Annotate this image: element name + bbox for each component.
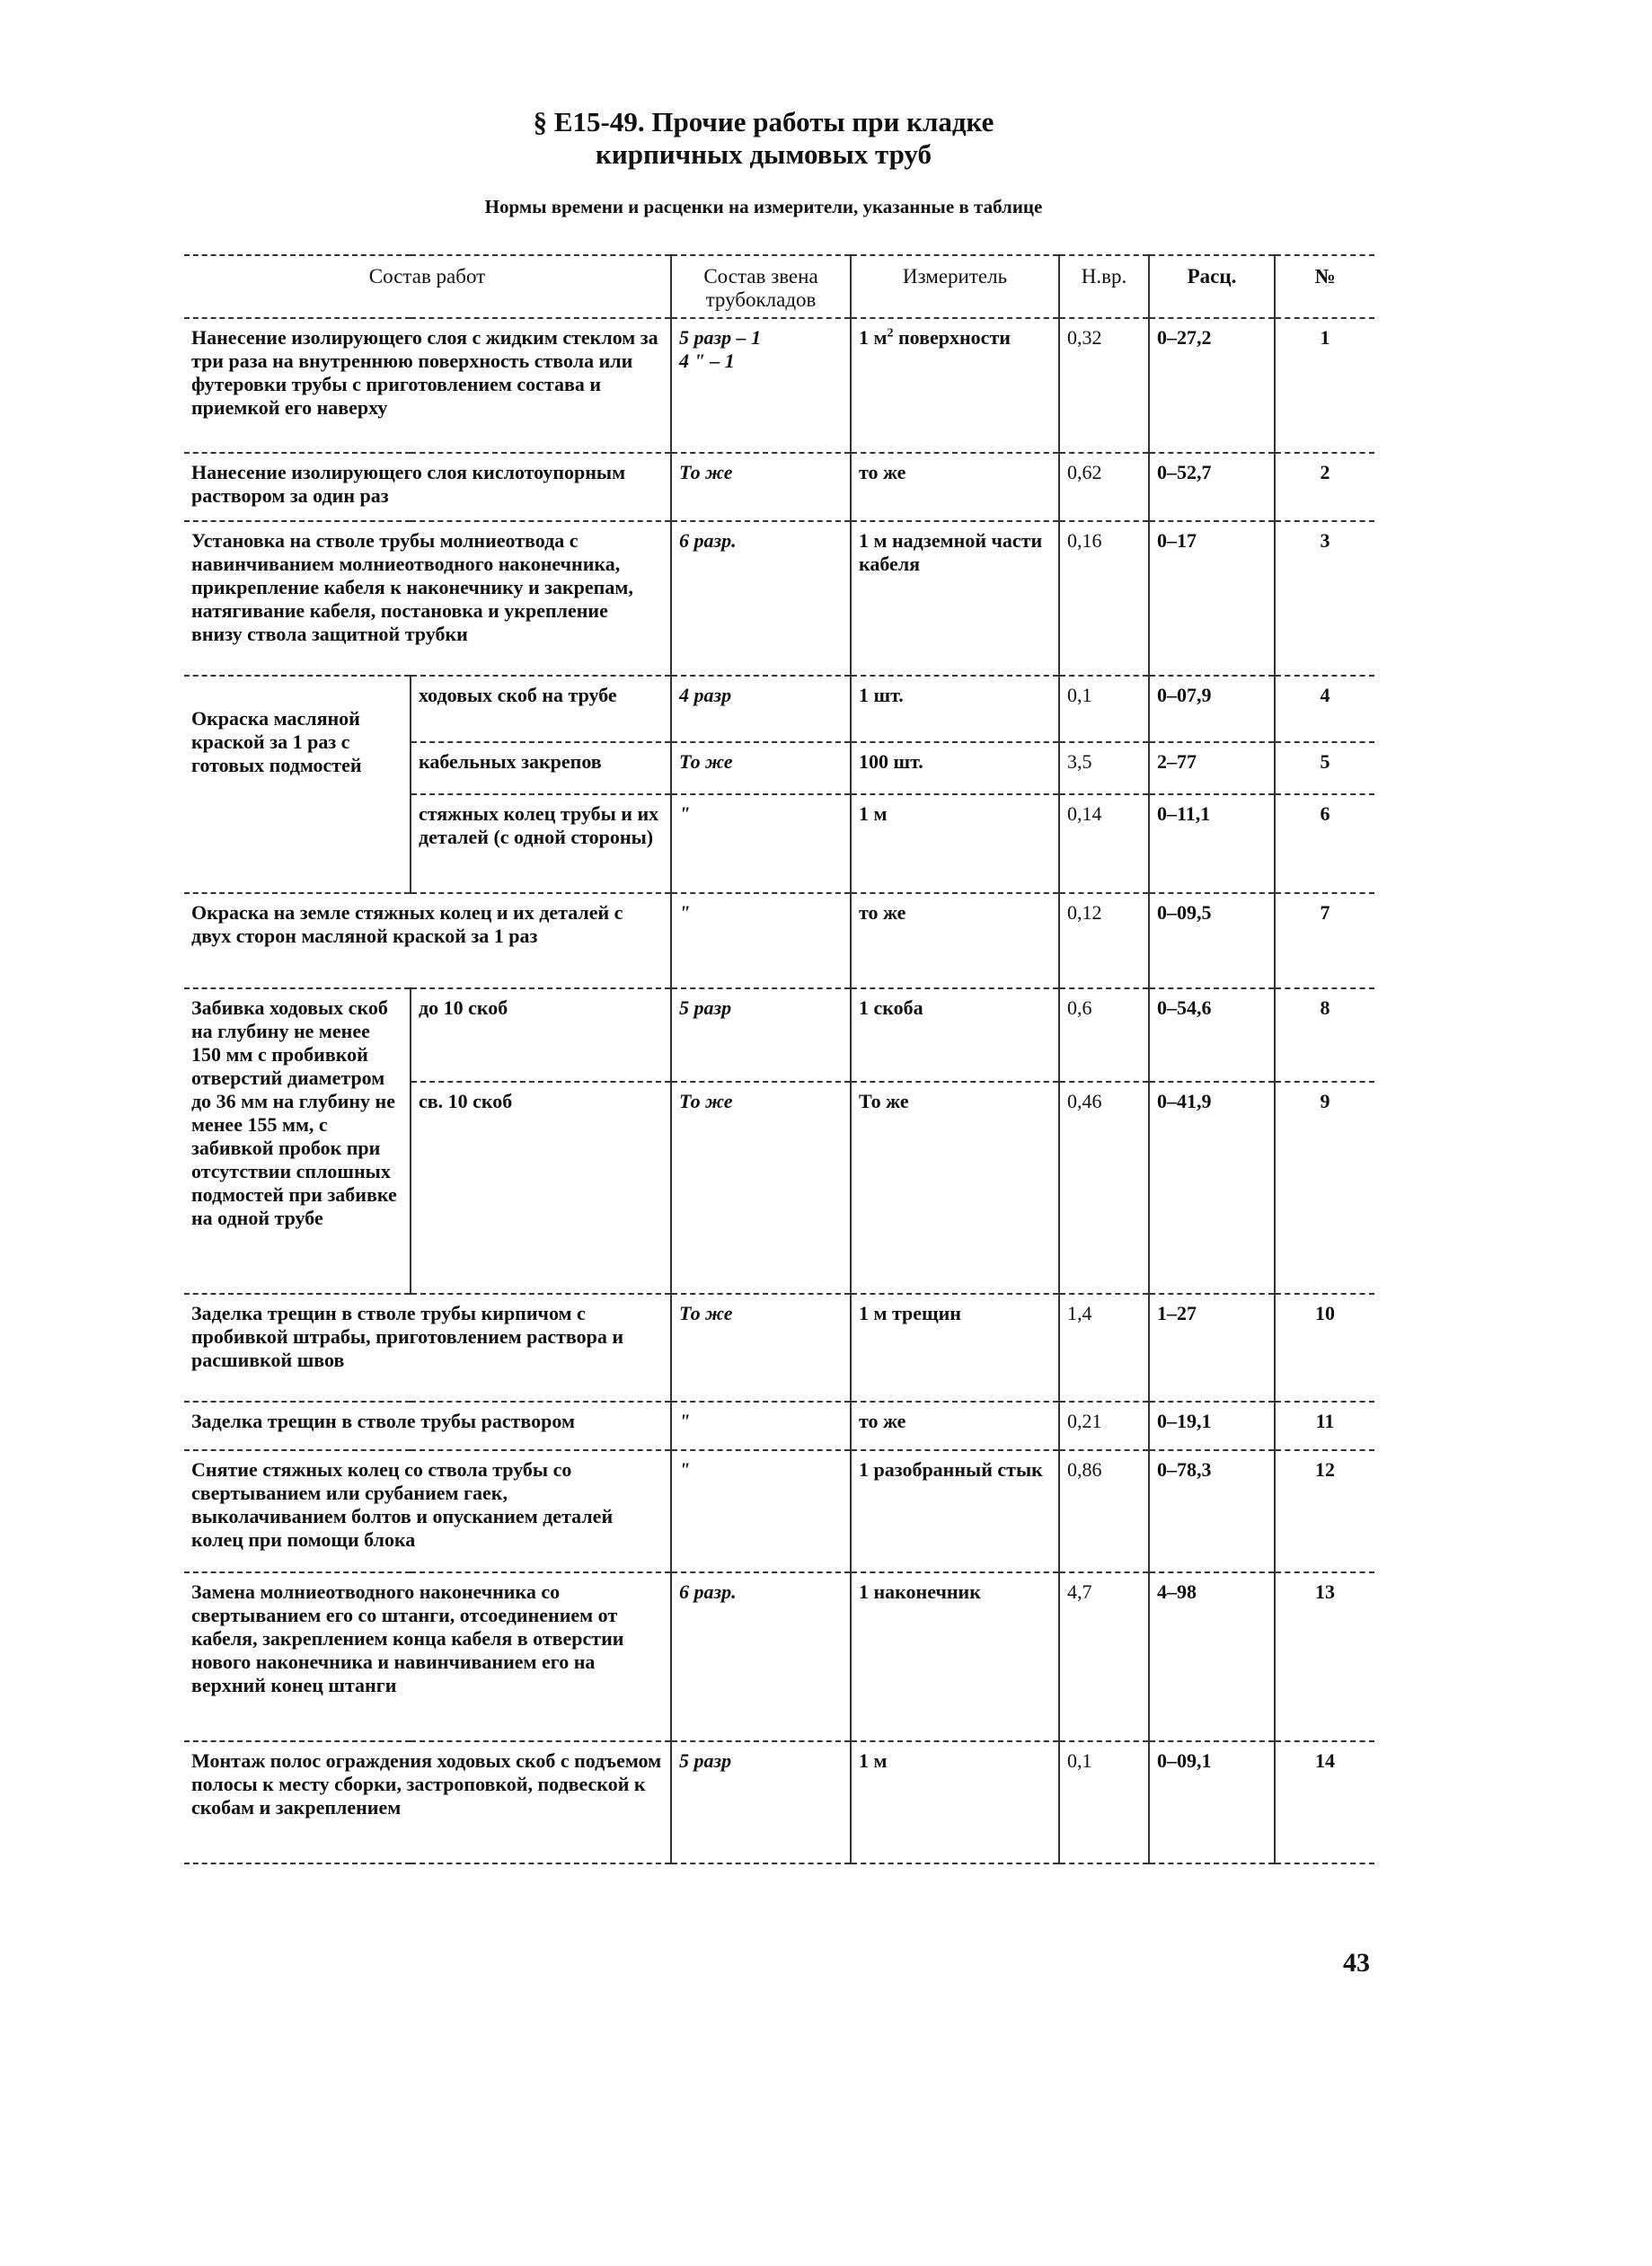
norm-cell: 0,21 xyxy=(1059,1402,1149,1450)
norm-cell: 0,32 xyxy=(1059,318,1149,453)
unit-cell: 1 скоба xyxy=(851,988,1059,1082)
subwork-cell: стяжных колец трубы и их деталей (с одной стороны) xyxy=(411,794,671,893)
crew-cell: " xyxy=(671,794,851,893)
crew-cell: То же xyxy=(671,453,851,521)
row-number-cell: 1 xyxy=(1275,318,1374,453)
row-number-cell: 14 xyxy=(1275,1741,1374,1863)
unit-cell: 1 шт. xyxy=(851,676,1059,742)
unit-cell: 1 м трещин xyxy=(851,1294,1059,1402)
crew-cell: " xyxy=(671,1450,851,1572)
work-cell: Заделка трещин в стволе трубы раствором xyxy=(184,1402,671,1450)
unit-cell: 1 м надземной части кабеля xyxy=(851,521,1059,676)
subwork-cell: ходовых скоб на трубе xyxy=(411,676,671,742)
table-row xyxy=(184,1741,1374,1863)
rate-cell: 0–78,3 xyxy=(1149,1450,1275,1572)
section-title xyxy=(359,106,1168,171)
col-header-norm: Н.вр. xyxy=(1059,255,1149,318)
rate-cell: 0–11,1 xyxy=(1149,794,1275,893)
row-number-cell: 12 xyxy=(1275,1450,1374,1572)
rate-cell: 1–27 xyxy=(1149,1294,1275,1402)
group-cell xyxy=(184,676,411,893)
rate-cell: 0–09,5 xyxy=(1149,893,1275,988)
rate-cell: 0–19,1 xyxy=(1149,1402,1275,1450)
rate-cell: 0–17 xyxy=(1149,521,1275,676)
subwork-cell: св. 10 скоб xyxy=(411,1082,671,1294)
row-number-cell: 8 xyxy=(1275,988,1374,1082)
work-cell: Установка на стволе трубы молниеотвода с навинчиванием молниеотводного наконечника, прикрепление кабеля к наконечнику и закрепам, натягивание кабеля, постановка и укрепление внизу ствола защитной трубки xyxy=(184,521,671,676)
norm-cell: 0,62 xyxy=(1059,453,1149,521)
crew-cell: 5 разр xyxy=(671,988,851,1082)
crew-cell: 5 разр – 1 4 " – 1 xyxy=(671,318,851,453)
crew-cell: 6 разр. xyxy=(671,521,851,676)
rate-cell: 0–41,9 xyxy=(1149,1082,1275,1294)
work-cell: Снятие стяжных колец со ствола трубы со свертыванием или срубанием гаек, выколачиванием болтов и опусканием деталей колец при помощи блока xyxy=(184,1450,671,1572)
row-number-cell: 7 xyxy=(1275,893,1374,988)
table-row xyxy=(184,893,1374,988)
row-number-cell: 11 xyxy=(1275,1402,1374,1450)
col-header-number: № xyxy=(1275,255,1374,318)
norms-table xyxy=(184,254,1374,1864)
norm-cell: 0,86 xyxy=(1059,1450,1149,1572)
unit-cell: 1 м xyxy=(851,794,1059,893)
rate-cell: 0–52,7 xyxy=(1149,453,1275,521)
norm-cell: 0,6 xyxy=(1059,988,1149,1082)
section-subtitle: Нормы времени и расценки на измерители, указанные в таблице xyxy=(484,196,1043,217)
rate-cell: 0–54,6 xyxy=(1149,988,1275,1082)
work-cell: Нанесение изолирующего слоя кислотоупорным раствором за один раз xyxy=(184,453,671,521)
crew-cell: 4 разр xyxy=(671,676,851,742)
subwork-cell: до 10 скоб xyxy=(411,988,671,1082)
subwork-cell: кабельных закрепов xyxy=(411,742,671,794)
unit-cell: то же xyxy=(851,893,1059,988)
crew-cell: 6 разр. xyxy=(671,1572,851,1741)
table-row xyxy=(184,1572,1374,1741)
rate-cell: 0–07,9 xyxy=(1149,676,1275,742)
norm-cell: 0,1 xyxy=(1059,676,1149,742)
table-row xyxy=(184,521,1374,676)
table-row xyxy=(184,988,1374,1082)
col-header-crew: Состав звена трубокладов xyxy=(671,255,851,318)
norm-cell: 4,7 xyxy=(1059,1572,1149,1741)
unit-cell: То же xyxy=(851,1082,1059,1294)
table-row xyxy=(184,1450,1374,1572)
group-label: Забивка ходовых скоб на глубину не менее 150 мм с пробивкой отверстий диаметром до 36 мм на глубину не менее 155 мм, с забивкой пробок при отсутствии сплошных подмостей при забивке на одной трубе xyxy=(191,996,397,1229)
row-number-cell: 4 xyxy=(1275,676,1374,742)
norm-cell: 0,1 xyxy=(1059,1741,1149,1863)
col-header-unit: Измеритель xyxy=(851,255,1059,318)
group-label: Окраска масляной краской за 1 раз с готовых подмостей xyxy=(191,707,362,776)
unit-cell: 1 наконечник xyxy=(851,1572,1059,1741)
norm-cell: 0,14 xyxy=(1059,794,1149,893)
row-number-cell: 10 xyxy=(1275,1294,1374,1402)
unit-cell: 1 м xyxy=(851,1741,1059,1863)
col-header-rate: Расц. xyxy=(1149,255,1275,318)
group-cell xyxy=(184,988,411,1294)
work-cell: Заделка трещин в стволе трубы кирпичом с пробивкой штрабы, приготовлением раствора и расшивкой швов xyxy=(184,1294,671,1402)
crew-cell: То же xyxy=(671,742,851,794)
row-number-cell: 2 xyxy=(1275,453,1374,521)
crew-cell: " xyxy=(671,1402,851,1450)
table-row xyxy=(184,676,1374,742)
row-number-cell: 6 xyxy=(1275,794,1374,893)
table-row xyxy=(184,453,1374,521)
unit-cell: 1 разобранный стык xyxy=(851,1450,1059,1572)
rate-cell: 0–27,2 xyxy=(1149,318,1275,453)
section-title-line1: § Е15-49. Прочие работы при кладке xyxy=(533,106,994,137)
norm-cell: 0,12 xyxy=(1059,893,1149,988)
table-header-row xyxy=(184,255,1374,318)
table-row xyxy=(184,1402,1374,1450)
crew-cell: 5 разр xyxy=(671,1741,851,1863)
work-cell: Замена молниеотводного наконечника со свертыванием его со штанги, отсоединением от кабеля, закреплением конца кабеля в отверстии нового наконечника и навинчиванием его на верхний конец штанги xyxy=(184,1572,671,1741)
row-number-cell: 13 xyxy=(1275,1572,1374,1741)
norm-cell: 0,46 xyxy=(1059,1082,1149,1294)
row-number-cell: 9 xyxy=(1275,1082,1374,1294)
unit-cell: то же xyxy=(851,453,1059,521)
rate-cell: 2–77 xyxy=(1149,742,1275,794)
row-number-cell: 3 xyxy=(1275,521,1374,676)
unit-cell: 1 $м^2$ поверхности xyxy=(851,318,1059,453)
col-header-work: Состав работ xyxy=(184,255,671,318)
rate-cell: 4–98 xyxy=(1149,1572,1275,1741)
work-cell: Монтаж полос ограждения ходовых скоб с подъемом полосы к месту сборки, застроповкой, подвеской к скобам и закреплением xyxy=(184,1741,671,1863)
work-cell: Окраска на земле стяжных колец и их деталей с двух сторон масляной краской за 1 раз xyxy=(184,893,671,988)
crew-cell: То же xyxy=(671,1294,851,1402)
norm-cell: 3,5 xyxy=(1059,742,1149,794)
row-number-cell: 5 xyxy=(1275,742,1374,794)
rate-cell: 0–09,1 xyxy=(1149,1741,1275,1863)
norm-cell: 1,4 xyxy=(1059,1294,1149,1402)
page-number: 43 xyxy=(1343,1948,1370,1978)
unit-cell: 100 шт. xyxy=(851,742,1059,794)
norm-cell: 0,16 xyxy=(1059,521,1149,676)
crew-cell: " xyxy=(671,893,851,988)
unit-cell: то же xyxy=(851,1402,1059,1450)
crew-cell: То же xyxy=(671,1082,851,1294)
table-row xyxy=(184,318,1374,453)
section-title-line2: кирпичных дымовых труб xyxy=(595,138,932,170)
table-row xyxy=(184,1294,1374,1402)
work-cell: Нанесение изолирующего слоя с жидким стеклом за три раза на внутреннюю поверхность ствола или футеровки трубы с приготовлением состава и приемкой его наверху xyxy=(184,318,671,453)
